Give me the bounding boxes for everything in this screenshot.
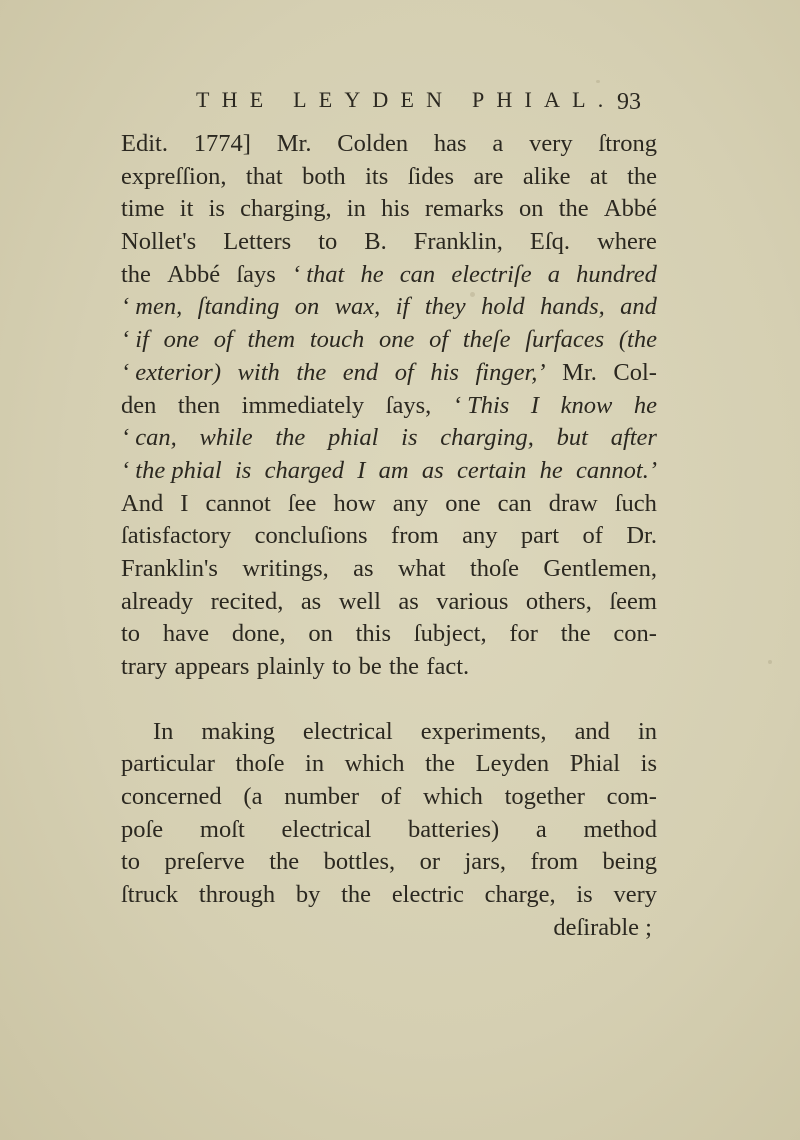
word: electric [391,881,464,909]
word: the [296,358,327,386]
word: is [401,424,418,452]
word: thoſe [469,554,519,582]
word: touch [309,326,365,354]
text-line [121,291,657,324]
word: In [153,717,174,745]
word: concluſions [254,522,368,550]
word: Gentlemen, [543,554,657,582]
text-line [121,422,657,455]
word: And [121,489,164,517]
word: method [583,815,657,843]
word: as [300,587,322,615]
word: from [530,848,579,876]
word: charge, [484,881,556,909]
word: on [519,195,544,223]
word: in [346,195,366,223]
word: charged [264,456,344,484]
word: to [121,620,141,648]
word: I [357,456,366,484]
running-head [0,86,800,122]
word: Franklin, [413,228,503,256]
word: of [582,522,603,550]
word: any [392,489,429,517]
word: thoſe [235,750,285,778]
word: I [180,489,189,517]
text-line [121,618,657,651]
word: as [421,456,444,484]
word: electrical [302,717,393,745]
word: Mr. [276,130,312,157]
catchword: deſirable ; [553,913,652,941]
word: if [395,293,410,321]
paper-speck [768,660,772,664]
paragraph-2 [121,716,657,945]
word: what [397,554,446,582]
catchword-line [121,912,657,945]
word: ‘ that [291,260,345,288]
word: ſays [236,260,276,288]
word: in [305,750,325,778]
word: a [492,130,504,157]
word: Eſq. [529,228,571,256]
word: of [429,326,449,354]
text-line [121,226,657,259]
word: by [295,881,321,909]
word: his [430,358,459,386]
body-text [121,128,657,945]
word: Abbé [167,260,221,288]
word: his [381,195,410,223]
word: a [547,260,560,288]
word: ſee [287,489,317,517]
text-line [121,324,657,357]
word: ſides [407,162,455,190]
word: poſe [121,815,164,843]
word: Franklin's [121,554,218,582]
word: is [576,881,593,909]
word: for [509,620,538,648]
word: cannot [205,489,271,517]
word: from [391,522,439,550]
word: then [177,391,221,419]
text-line [121,357,657,390]
word: the [121,260,151,288]
text-line [121,716,657,749]
word: charging, [240,195,332,223]
word: it [179,195,194,223]
word: the [269,848,300,876]
word: very [529,130,573,157]
word: particular [121,750,215,778]
word: finger,’ [475,358,546,386]
word: with [237,358,280,386]
word: ‘ the phial [121,456,222,484]
word: ‘ if [121,326,149,354]
text-line [121,455,657,488]
word: various [436,587,509,615]
word: ‘ This [452,391,510,419]
word: concerned [121,783,222,811]
word: well [338,587,381,615]
word: have [162,620,210,648]
word: them [247,326,296,354]
word: is [640,750,657,778]
word: is [208,195,225,223]
word: of [213,326,233,354]
page-number: 93 [617,89,641,115]
word: Abbé [603,195,657,223]
word: can [399,260,436,288]
text-line [121,193,657,226]
word: Leyden [475,750,550,778]
word: a [535,815,547,843]
word: after [610,424,657,452]
word: one [163,326,199,354]
text-line [121,553,657,586]
text-line [121,520,657,553]
word: draw [548,489,598,517]
word: the [275,424,306,452]
word: ‘ can, [121,424,177,452]
word: (a [243,783,263,811]
word: theſe [462,326,511,354]
text-line [121,586,657,619]
word: on [308,620,333,648]
word: hands, [540,293,605,321]
word: Nollet's [121,228,197,256]
word: very [613,881,657,909]
word: ſtruck [121,881,179,909]
word: the [558,195,589,223]
word: others, [525,587,592,615]
word: in [637,717,657,745]
word: charging, [440,424,534,452]
word: ſuch [614,489,657,517]
word: part [520,522,560,550]
word: moſt [199,815,245,843]
word: done, [231,620,286,648]
word: den [121,391,157,419]
word: and [620,293,657,321]
paragraph-spacer [121,684,657,716]
word: they [424,293,466,321]
word: this [355,620,392,648]
text-line [121,128,657,161]
word: expreſſion, [121,162,227,190]
word: am [378,456,409,484]
word: number [284,783,360,811]
word: its [365,162,389,190]
word: ſtrong [598,130,657,157]
word: is [234,456,252,484]
text-line [121,781,657,814]
word: to [121,848,141,876]
word: of [394,358,414,386]
word: as [398,587,419,615]
word: B. [364,228,387,256]
word: ſays, [385,391,432,419]
word: which [422,783,483,811]
word: ſatisfactory [121,522,232,550]
word: con- [613,620,657,648]
word: while [199,424,253,452]
running-title: THE LEYDEN PHIAL. [196,87,616,112]
text-line [121,161,657,194]
word: which [344,750,405,778]
word: the [627,162,657,190]
word: Dr. [626,522,657,550]
word: ‘ exterior) [121,358,221,386]
word: recited, [210,587,284,615]
word: cannot.’ [576,456,657,484]
word: the [560,620,591,648]
word: know [560,391,613,419]
word: to [318,228,338,256]
word: Col- [613,358,657,386]
word: writings, [242,554,329,582]
word: ſtanding [197,293,280,321]
word: remarks [424,195,504,223]
word: or [419,848,441,876]
word: at [589,162,608,190]
word: wax, [334,293,381,321]
text-line [121,748,657,781]
text-line [121,879,657,912]
word: 1774] [193,130,251,157]
word: time [121,195,165,223]
word: I [530,391,540,419]
word: the [341,881,372,909]
word: has [433,130,467,157]
word: any [462,522,498,550]
word: electriſe [451,260,532,288]
word: on [294,293,320,321]
word: preſerve [164,848,245,876]
word: phial [328,424,379,452]
word: already [121,587,194,615]
word: making [201,717,275,745]
word: Mr. [562,358,597,386]
word: that [245,162,283,190]
word: one [379,326,415,354]
word: com- [606,783,657,811]
paragraph-1 [121,128,657,684]
word: being [602,848,657,876]
word: ſurfaces [525,326,605,354]
word: hold [481,293,525,321]
word: he [360,260,384,288]
word: can [497,489,532,517]
word: and [574,717,610,745]
text-line [121,259,657,292]
word: through [198,881,276,909]
word: as [353,554,374,582]
word: experiments, [420,717,547,745]
word: Letters [223,228,292,256]
word: alike [522,162,571,190]
word: how [333,489,376,517]
word: Phial [569,750,621,778]
word: hundred [576,260,657,288]
word: the [425,750,456,778]
word: he [633,391,657,419]
word: (the [618,326,657,354]
word: Edit. [121,130,168,157]
text-line [121,651,657,684]
word: end [342,358,379,386]
word: one [445,489,481,517]
word: Colden [337,130,409,157]
word: ſeem [609,587,657,615]
word: electrical [281,815,372,843]
text-line [121,488,657,521]
word: jars, [464,848,506,876]
word: he [539,456,563,484]
word: of [380,783,402,811]
word: together [504,783,585,811]
word: certain [456,456,527,484]
word: bottles, [323,848,396,876]
word: ſubject, [413,620,487,648]
word: are [473,162,504,190]
word: ‘ men, [121,293,183,321]
text-line [121,390,657,423]
paper-speck [596,80,600,83]
text-line [121,814,657,847]
word: but [556,424,588,452]
word: batteries) [408,815,500,843]
text-line [121,846,657,879]
word: immediately [241,391,365,419]
word: trary appears plainly to be the fact. [121,653,470,680]
word: both [302,162,346,190]
word: where [597,228,657,256]
